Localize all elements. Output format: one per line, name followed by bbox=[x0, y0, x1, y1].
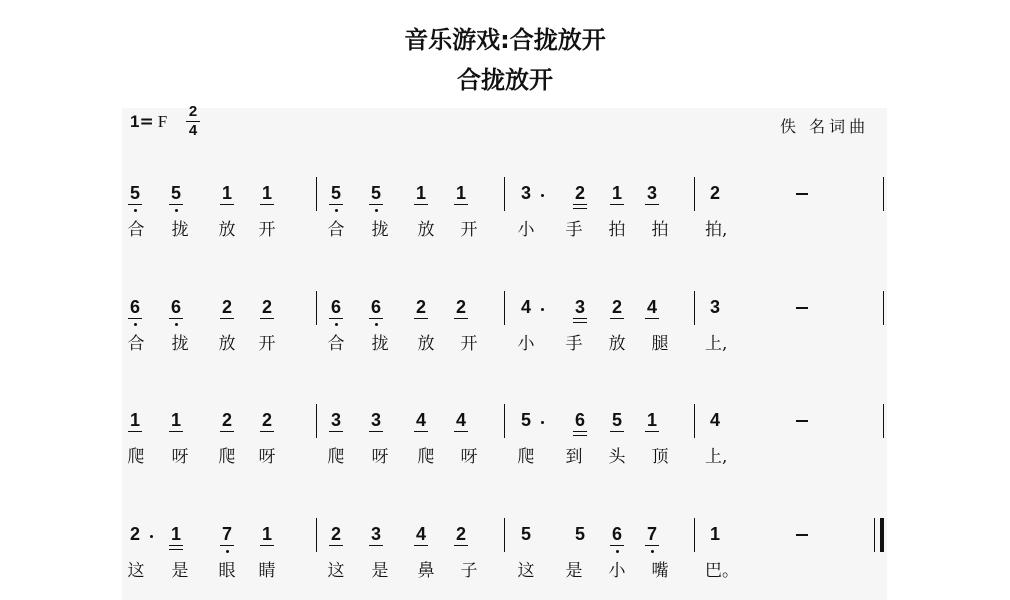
note: 6 bbox=[330, 297, 341, 317]
barline bbox=[316, 177, 317, 211]
lyric-char: 这 bbox=[517, 561, 535, 581]
note: 6 bbox=[129, 297, 140, 317]
lyric-char: 合 bbox=[327, 220, 345, 240]
lyric-char: 爬 bbox=[127, 447, 145, 467]
underline bbox=[645, 431, 659, 432]
underline bbox=[573, 208, 587, 209]
lyric-char: 合 bbox=[327, 334, 345, 354]
low-octave-dot bbox=[335, 209, 338, 212]
note: 2 bbox=[611, 297, 622, 317]
underline bbox=[454, 318, 468, 319]
underline bbox=[128, 318, 142, 319]
note: 4 bbox=[455, 410, 466, 430]
lyric-char: 嘴 bbox=[651, 561, 669, 581]
note: 6 bbox=[611, 524, 622, 544]
low-octave-dot bbox=[134, 323, 137, 326]
note: 5 bbox=[520, 524, 531, 544]
note: 2 bbox=[455, 524, 466, 544]
note: 1 bbox=[709, 524, 720, 544]
note: 1 bbox=[415, 183, 426, 203]
note: 3 bbox=[330, 410, 341, 430]
augmentation-dot bbox=[541, 421, 544, 424]
underline bbox=[645, 318, 659, 319]
key-signature bbox=[130, 112, 167, 132]
underline bbox=[573, 322, 587, 323]
underline bbox=[220, 431, 234, 432]
underline bbox=[260, 204, 274, 205]
key-letter: F bbox=[157, 112, 168, 131]
underline bbox=[128, 204, 142, 205]
sustain-dash bbox=[796, 420, 808, 422]
note: 4 bbox=[415, 410, 426, 430]
note: 2 bbox=[455, 297, 466, 317]
note: 1 bbox=[611, 183, 622, 203]
lyric-char: 爬 bbox=[218, 447, 236, 467]
lyric-char: 手 bbox=[565, 334, 583, 354]
key-number: 1 bbox=[130, 112, 140, 131]
underline bbox=[414, 545, 428, 546]
low-octave-dot bbox=[616, 550, 619, 553]
lyric-char: 到 bbox=[565, 447, 583, 467]
note: 1 bbox=[221, 183, 232, 203]
underline bbox=[329, 204, 343, 205]
underline bbox=[573, 431, 587, 432]
lyric-char: 拢 bbox=[371, 220, 389, 240]
lyric-char: 拢 bbox=[171, 334, 189, 354]
barline bbox=[694, 518, 695, 552]
underline bbox=[645, 204, 659, 205]
lyric-char: 拍 bbox=[651, 220, 669, 240]
note: 2 bbox=[261, 410, 272, 430]
sustain-dash bbox=[796, 307, 808, 309]
low-octave-dot bbox=[134, 209, 137, 212]
underline bbox=[369, 318, 383, 319]
note: 5 bbox=[330, 183, 341, 203]
note: 2 bbox=[129, 524, 140, 544]
underline bbox=[573, 318, 587, 319]
lyric-char: 是 bbox=[565, 561, 583, 581]
lyric-char: 呀 bbox=[171, 447, 189, 467]
barline bbox=[316, 518, 317, 552]
underline bbox=[329, 318, 343, 319]
end-barline bbox=[883, 177, 884, 211]
lyric-char: 放 bbox=[218, 220, 236, 240]
note: 2 bbox=[221, 297, 232, 317]
time-signature bbox=[186, 104, 200, 139]
note: 1 bbox=[261, 183, 272, 203]
note: 6 bbox=[574, 410, 585, 430]
note: 7 bbox=[646, 524, 657, 544]
note: 5 bbox=[170, 183, 181, 203]
note: 3 bbox=[370, 524, 381, 544]
underline bbox=[454, 545, 468, 546]
underline bbox=[329, 431, 343, 432]
note: 4 bbox=[709, 410, 720, 430]
key-equals: = bbox=[139, 112, 154, 132]
underline bbox=[573, 204, 587, 205]
underline bbox=[610, 545, 624, 546]
lyric-char: 开 bbox=[258, 334, 276, 354]
lyric-char: 放 bbox=[417, 220, 435, 240]
lyric-char: 腿 bbox=[651, 334, 669, 354]
underline bbox=[169, 318, 183, 319]
underline bbox=[414, 318, 428, 319]
note: 6 bbox=[370, 297, 381, 317]
lyric-char: 小 bbox=[517, 220, 535, 240]
low-octave-dot bbox=[175, 209, 178, 212]
low-octave-dot bbox=[651, 550, 654, 553]
note: 2 bbox=[261, 297, 272, 317]
lyric-char: 放 bbox=[417, 334, 435, 354]
lyric-char: 手 bbox=[565, 220, 583, 240]
note: 1 bbox=[170, 410, 181, 430]
underline bbox=[454, 431, 468, 432]
final-barline-thin bbox=[874, 518, 875, 552]
time-numerator: 2 bbox=[188, 103, 198, 120]
lyric-char: 放 bbox=[218, 334, 236, 354]
barline bbox=[504, 404, 505, 438]
lyric-char: 呀 bbox=[258, 447, 276, 467]
barline bbox=[504, 518, 505, 552]
barline bbox=[316, 404, 317, 438]
barline bbox=[504, 177, 505, 211]
note: 3 bbox=[520, 183, 531, 203]
note: 1 bbox=[455, 183, 466, 203]
augmentation-dot bbox=[150, 535, 153, 538]
note: 6 bbox=[170, 297, 181, 317]
note: 3 bbox=[709, 297, 720, 317]
song-title: 合拢放开 bbox=[457, 66, 553, 94]
underline bbox=[169, 549, 183, 550]
time-denominator: 4 bbox=[188, 122, 198, 139]
underline bbox=[414, 431, 428, 432]
low-octave-dot bbox=[375, 209, 378, 212]
lyric-char: 顶 bbox=[651, 447, 669, 467]
underline bbox=[260, 318, 274, 319]
underline bbox=[220, 318, 234, 319]
end-barline bbox=[883, 291, 884, 325]
sustain-dash bbox=[796, 193, 808, 195]
lyric-char: 爬 bbox=[517, 447, 535, 467]
lyric-char: 开 bbox=[460, 220, 478, 240]
lyric-char: 这 bbox=[327, 561, 345, 581]
lyric-char: 睛 bbox=[258, 561, 276, 581]
underline bbox=[414, 204, 428, 205]
lyric-char: 呀 bbox=[371, 447, 389, 467]
underline bbox=[260, 545, 274, 546]
barline bbox=[694, 404, 695, 438]
barline bbox=[316, 291, 317, 325]
underline bbox=[454, 204, 468, 205]
lyric-char: 眼 bbox=[218, 561, 236, 581]
note: 1 bbox=[129, 410, 140, 430]
note: 1 bbox=[646, 410, 657, 430]
lyric-char: 这 bbox=[127, 561, 145, 581]
low-octave-dot bbox=[226, 550, 229, 553]
lyric-char: 拢 bbox=[171, 220, 189, 240]
sustain-dash bbox=[796, 534, 808, 536]
underline bbox=[573, 435, 587, 436]
note: 5 bbox=[520, 410, 531, 430]
lyric-char: 爬 bbox=[417, 447, 435, 467]
lyric-char: 开 bbox=[258, 220, 276, 240]
lyric-char: 拢 bbox=[371, 334, 389, 354]
underline bbox=[610, 204, 624, 205]
underline bbox=[329, 545, 343, 546]
note: 2 bbox=[709, 183, 720, 203]
note: 2 bbox=[221, 410, 232, 430]
underline bbox=[128, 431, 142, 432]
underline bbox=[369, 431, 383, 432]
note: 5 bbox=[611, 410, 622, 430]
low-octave-dot bbox=[175, 323, 178, 326]
page-title: 音乐游戏:合拢放开 bbox=[404, 26, 606, 54]
underline bbox=[169, 431, 183, 432]
lyric-char: 头 bbox=[608, 447, 626, 467]
underline bbox=[645, 545, 659, 546]
lyric-char: 拍 bbox=[608, 220, 626, 240]
note: 5 bbox=[574, 524, 585, 544]
underline bbox=[169, 545, 183, 546]
lyric-char: 巴。 bbox=[705, 561, 739, 581]
note: 5 bbox=[370, 183, 381, 203]
barline bbox=[694, 177, 695, 211]
lyric-char: 上, bbox=[705, 447, 728, 467]
lyric-char: 拍, bbox=[705, 220, 728, 240]
underline bbox=[610, 318, 624, 319]
note: 1 bbox=[170, 524, 181, 544]
note: 3 bbox=[574, 297, 585, 317]
barline bbox=[504, 291, 505, 325]
lyric-char: 子 bbox=[460, 561, 478, 581]
lyric-char: 小 bbox=[517, 334, 535, 354]
lyric-char: 小 bbox=[608, 561, 626, 581]
note: 1 bbox=[261, 524, 272, 544]
low-octave-dot bbox=[335, 323, 338, 326]
note: 2 bbox=[574, 183, 585, 203]
lyric-char: 放 bbox=[608, 334, 626, 354]
lyric-char: 是 bbox=[171, 561, 189, 581]
underline bbox=[369, 204, 383, 205]
end-barline bbox=[883, 404, 884, 438]
note: 4 bbox=[415, 524, 426, 544]
lyric-char: 合 bbox=[127, 334, 145, 354]
note: 4 bbox=[646, 297, 657, 317]
low-octave-dot bbox=[375, 323, 378, 326]
underline bbox=[610, 431, 624, 432]
underline bbox=[169, 204, 183, 205]
barline bbox=[694, 291, 695, 325]
final-barline-thick bbox=[880, 518, 884, 552]
lyric-char: 鼻 bbox=[417, 561, 435, 581]
note: 2 bbox=[330, 524, 341, 544]
underline bbox=[260, 431, 274, 432]
lyric-char: 合 bbox=[127, 220, 145, 240]
note: 4 bbox=[520, 297, 531, 317]
note: 2 bbox=[415, 297, 426, 317]
augmentation-dot bbox=[541, 194, 544, 197]
underline bbox=[220, 545, 234, 546]
underline bbox=[220, 204, 234, 205]
lyric-char: 是 bbox=[371, 561, 389, 581]
note: 3 bbox=[646, 183, 657, 203]
lyric-char: 开 bbox=[460, 334, 478, 354]
note: 5 bbox=[129, 183, 140, 203]
author-credit: 佚 名词曲 bbox=[780, 117, 870, 136]
lyric-char: 呀 bbox=[460, 447, 478, 467]
underline bbox=[369, 545, 383, 546]
note: 7 bbox=[221, 524, 232, 544]
note: 3 bbox=[370, 410, 381, 430]
lyric-char: 上, bbox=[705, 334, 728, 354]
augmentation-dot bbox=[541, 308, 544, 311]
lyric-char: 爬 bbox=[327, 447, 345, 467]
